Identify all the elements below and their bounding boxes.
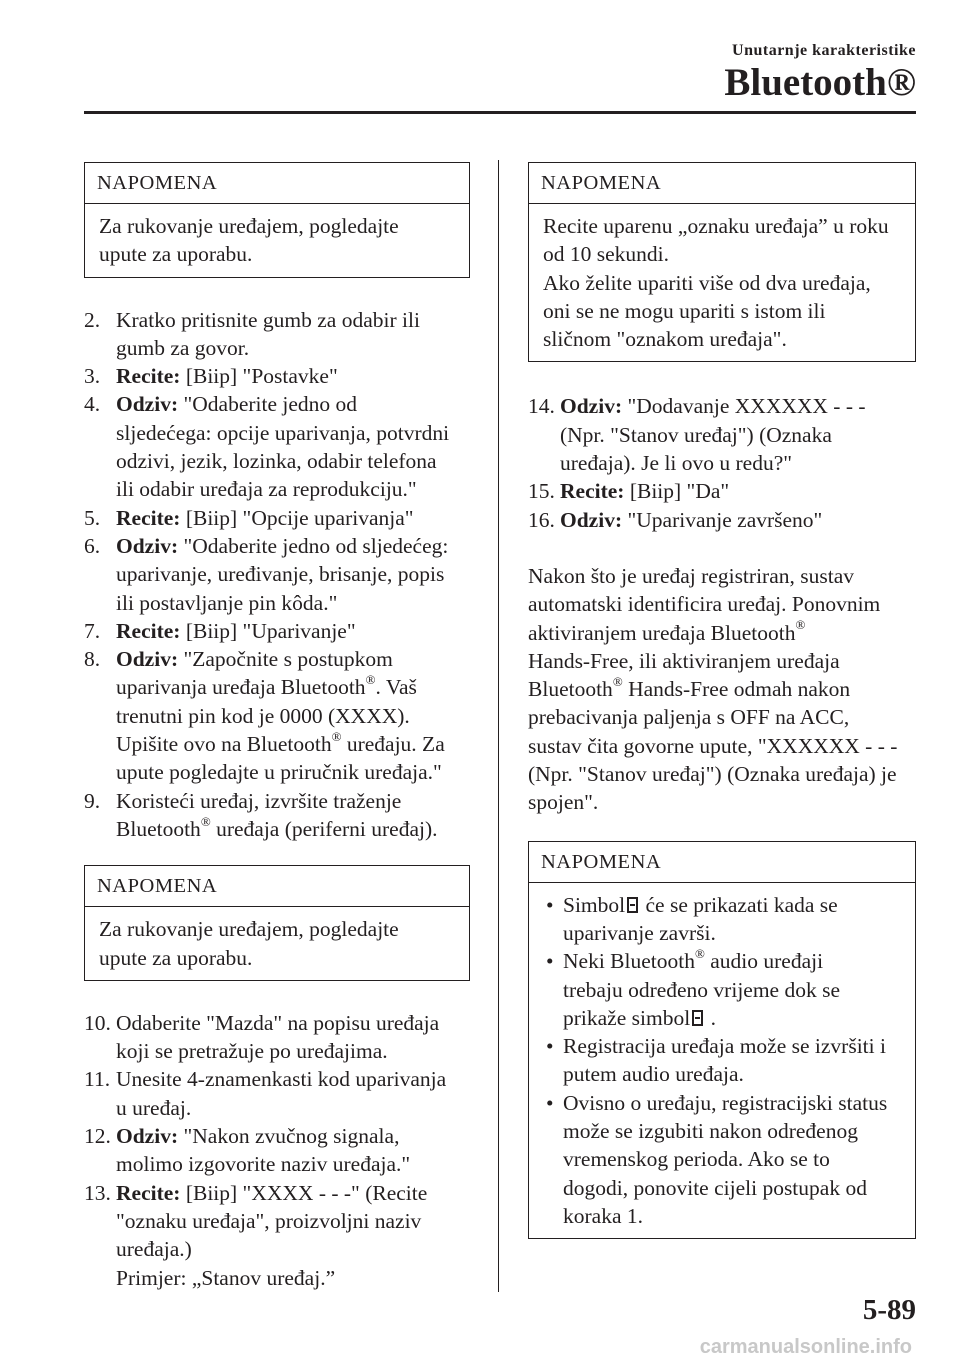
step-line bbox=[116, 617, 470, 645]
note-heading: NAPOMENA bbox=[529, 163, 915, 204]
step-10 bbox=[84, 1009, 470, 1066]
step-line: gumb za govor. bbox=[116, 335, 250, 360]
step-6 bbox=[84, 532, 470, 617]
step-3 bbox=[84, 362, 470, 390]
step-label: Odziv: bbox=[116, 647, 179, 672]
step-text: uređaju. Za bbox=[341, 732, 445, 757]
note-bullet bbox=[543, 891, 903, 948]
step-label: Recite: bbox=[116, 364, 181, 389]
step-line bbox=[116, 390, 470, 418]
step-text: [Biip] "Opcije uparivanja" bbox=[180, 505, 414, 530]
step-7 bbox=[84, 617, 470, 645]
registered-mark: ® bbox=[200, 813, 211, 829]
bullet-line bbox=[563, 891, 903, 919]
note-heading: NAPOMENA bbox=[85, 866, 469, 907]
paragraph-line bbox=[528, 675, 916, 703]
bullet-line: može se izgubiti nakon određenog bbox=[563, 1119, 858, 1144]
paragraph-line: automatski identificira uređaj. Ponovnim bbox=[528, 592, 881, 617]
step-text: . Vaš bbox=[375, 675, 417, 700]
note-body bbox=[529, 883, 915, 1239]
step-line bbox=[116, 645, 470, 673]
step-line: upute pogledajte u priručnik uređaja." bbox=[116, 760, 442, 785]
bullet-line: Registracija uređaja može se izvršiti i bbox=[563, 1034, 886, 1059]
paragraph-line: spojen". bbox=[528, 790, 599, 815]
step-number: 3. bbox=[84, 364, 101, 389]
step-9 bbox=[84, 787, 470, 844]
note-line: od 10 sekundi. bbox=[543, 242, 670, 267]
step-text: "Započnite s postupkom bbox=[178, 647, 393, 672]
bullet-icon: • bbox=[546, 892, 554, 917]
step-number: 5. bbox=[84, 505, 101, 530]
step-label: Odziv: bbox=[560, 394, 623, 419]
step-line bbox=[116, 1179, 470, 1207]
note-line: Za rukovanje uređajem, pogledajte bbox=[99, 917, 399, 942]
paragraph-text: Bluetooth bbox=[528, 677, 613, 702]
bullet-line bbox=[563, 947, 903, 975]
note-box-2 bbox=[84, 865, 470, 981]
note-line: oni se ne mogu upariti s istom ili bbox=[543, 298, 826, 323]
step-label: Odziv: bbox=[116, 1124, 179, 1149]
step-line bbox=[116, 815, 470, 843]
note-heading: NAPOMENA bbox=[85, 163, 469, 204]
paragraph-line: sustav čita govorne upute, "XXXXXX - - - bbox=[528, 733, 898, 758]
section-title: Unutarnje karakteristike bbox=[732, 42, 916, 59]
note-bullets bbox=[543, 891, 903, 1231]
step-line: Odaberite "Mazda" na popisu uređaja bbox=[116, 1010, 440, 1035]
step-number: 4. bbox=[84, 392, 101, 417]
step-list-2 bbox=[84, 1009, 470, 1292]
step-number: 15. bbox=[528, 479, 555, 504]
step-8 bbox=[84, 645, 470, 786]
paragraph-text: aktiviranjem uređaja Bluetooth bbox=[528, 620, 796, 645]
paragraph-line bbox=[528, 619, 916, 647]
step-text: [Biip] "Uparivanje" bbox=[180, 618, 356, 643]
note-box-4 bbox=[528, 841, 916, 1240]
step-line: trenutni pin kod je 0000 (XXXX). bbox=[116, 703, 410, 728]
step-list-3 bbox=[528, 392, 916, 533]
bullet-text: prikaže simbol bbox=[563, 1005, 691, 1030]
bullet-icon: • bbox=[546, 949, 554, 974]
step-number: 7. bbox=[84, 618, 101, 643]
right-column bbox=[528, 162, 916, 1239]
note-body bbox=[85, 204, 469, 277]
bullet-text: Simbol bbox=[563, 892, 626, 917]
step-13 bbox=[84, 1179, 470, 1292]
bullet-text: će se prikazati kada se bbox=[640, 892, 838, 917]
step-text: [Biip] "XXXX - - -" (Recite bbox=[180, 1180, 428, 1205]
step-text: "Odaberite jedno od bbox=[178, 392, 358, 417]
paragraph-line: Hands-Free, ili aktiviranjem uređaja bbox=[528, 648, 840, 673]
step-text: Bluetooth bbox=[116, 816, 201, 841]
step-line bbox=[116, 362, 470, 390]
bullet-line: trebaju određeno vrijeme dok se bbox=[563, 977, 841, 1002]
step-5 bbox=[84, 504, 470, 532]
note-line: sličnom "oznakom uređaja". bbox=[543, 327, 787, 352]
column-divider bbox=[498, 160, 499, 1292]
note-box-1 bbox=[84, 162, 470, 278]
registered-mark: ® bbox=[612, 674, 623, 689]
step-text: "Uparivanje završeno" bbox=[622, 507, 823, 532]
paragraph-line: prebacivanja paljenja s OFF na ACC, bbox=[528, 705, 850, 730]
paragraph-line: (Npr. "Stanov uređaj") (Oznaka uređaja) je bbox=[528, 762, 897, 787]
step-line: ili postavljanje pin kôda." bbox=[116, 590, 338, 615]
bullet-line bbox=[563, 1004, 903, 1032]
step-label: Recite: bbox=[560, 479, 625, 504]
paragraph-text: Hands-Free odmah nakon bbox=[622, 677, 851, 702]
note-line: upute za uporabu. bbox=[99, 242, 253, 267]
step-text: [Biip] "Postavke" bbox=[180, 364, 338, 389]
page-number: 5-89 bbox=[862, 1294, 916, 1326]
step-line: u uređaj. bbox=[116, 1095, 192, 1120]
step-line: sljedećega: opcije uparivanja, potvrdni bbox=[116, 420, 450, 445]
step-11 bbox=[84, 1065, 470, 1122]
body-paragraph bbox=[528, 562, 916, 817]
bullet-line: vremenskog perioda. Ako se to bbox=[563, 1147, 830, 1172]
registered-mark: ® bbox=[694, 946, 705, 962]
step-number: 14. bbox=[528, 394, 555, 419]
step-number: 16. bbox=[528, 507, 555, 532]
note-bullet bbox=[543, 1032, 903, 1089]
watermark: carmanualsonline.info bbox=[699, 1336, 912, 1358]
step-text: uparivanja uređaja Bluetooth bbox=[116, 675, 366, 700]
step-text: "Nakon zvučnog signala, bbox=[178, 1124, 400, 1149]
step-line: (Npr. "Stanov uređaj") (Oznaka bbox=[560, 422, 832, 447]
step-12 bbox=[84, 1122, 470, 1179]
step-number: 10. bbox=[84, 1010, 111, 1035]
step-line: uređaja). Je li ovo u redu?" bbox=[560, 451, 793, 476]
device-registered-icon bbox=[692, 1010, 703, 1026]
step-text: uređaja (periferni uređaj). bbox=[210, 816, 438, 841]
step-line: odzivi, jezik, lozinka, odabir telefona bbox=[116, 449, 437, 474]
step-number: 8. bbox=[84, 647, 101, 672]
step-text: "Dodavanje XXXXXX - - - bbox=[622, 394, 866, 419]
bullet-line: dogodi, ponovite cijeli postupak od bbox=[563, 1175, 867, 1200]
registered-mark: ® bbox=[795, 617, 806, 633]
device-registered-icon bbox=[627, 897, 638, 913]
step-number: 12. bbox=[84, 1124, 111, 1149]
step-15 bbox=[528, 477, 916, 505]
step-14 bbox=[528, 392, 916, 477]
step-line: ili odabir uređaja za reprodukciju." bbox=[116, 477, 417, 502]
step-text: Upišite ovo na Bluetooth bbox=[116, 732, 332, 757]
registered-mark: ® bbox=[331, 728, 342, 744]
step-line bbox=[560, 392, 916, 420]
step-label: Odziv: bbox=[560, 507, 623, 532]
step-16 bbox=[528, 506, 916, 534]
bullet-line: uparivanje završi. bbox=[563, 920, 716, 945]
header-rule bbox=[84, 111, 916, 114]
step-label: Recite: bbox=[116, 505, 181, 530]
step-line: uparivanje, uređivanje, brisanje, popis bbox=[116, 562, 445, 587]
note-line: Ako želite upariti više od dva uređaja, bbox=[543, 270, 871, 295]
bullet-icon: • bbox=[546, 1090, 554, 1115]
step-line: Kratko pritisnite gumb za odabir ili bbox=[116, 307, 420, 332]
note-heading: NAPOMENA bbox=[529, 842, 915, 883]
step-line: Unesite 4-znamenkasti kod uparivanja bbox=[116, 1067, 447, 1092]
note-box-3 bbox=[528, 162, 916, 362]
step-line bbox=[560, 477, 916, 505]
step-text: "Odaberite jedno od sljedećeg: bbox=[178, 533, 449, 558]
note-bullet bbox=[543, 947, 903, 1032]
note-body bbox=[529, 204, 915, 361]
paragraph-line: Nakon što je uređaj registriran, sustav bbox=[528, 563, 854, 588]
bullet-text: . bbox=[705, 1005, 716, 1030]
step-line: uređaja.) bbox=[116, 1237, 192, 1262]
step-text: [Biip] "Da" bbox=[624, 479, 730, 504]
step-line bbox=[116, 504, 470, 532]
registered-mark: ® bbox=[365, 672, 376, 688]
note-line: Za rukovanje uređajem, pogledajte bbox=[99, 214, 399, 238]
note-line: Recite uparenu „oznaku uređaja” u roku bbox=[543, 214, 889, 238]
step-number: 11. bbox=[84, 1067, 111, 1092]
step-line: Koristeći uređaj, izvršite traženje bbox=[116, 788, 402, 813]
step-line bbox=[116, 1122, 470, 1150]
step-line bbox=[560, 506, 916, 534]
bullet-line: Ovisno o uređaju, registracijski status bbox=[563, 1090, 888, 1115]
step-label: Odziv: bbox=[116, 533, 179, 558]
bullet-line: putem audio uređaja. bbox=[563, 1062, 744, 1087]
bullet-line: koraka 1. bbox=[563, 1203, 643, 1228]
step-2 bbox=[84, 306, 470, 363]
page-title: Bluetooth® bbox=[724, 61, 916, 104]
step-label: Recite: bbox=[116, 618, 181, 643]
note-bullet bbox=[543, 1089, 903, 1230]
step-list-1 bbox=[84, 306, 470, 844]
step-number: 13. bbox=[84, 1180, 111, 1205]
step-line bbox=[116, 673, 470, 701]
bullet-text: Neki Bluetooth bbox=[563, 949, 695, 974]
step-line: molimo izgovorite naziv uređaja." bbox=[116, 1152, 411, 1177]
bullet-icon: • bbox=[546, 1034, 554, 1059]
step-number: 2. bbox=[84, 307, 101, 332]
step-label: Recite: bbox=[116, 1180, 181, 1205]
step-4 bbox=[84, 390, 470, 503]
note-body bbox=[85, 907, 469, 980]
step-line: Primjer: „Stanov uređaj.” bbox=[116, 1265, 336, 1290]
bullet-text: audio uređaji bbox=[704, 949, 824, 974]
step-line: "oznaku uređaja", proizvoljni naziv bbox=[116, 1208, 422, 1233]
step-number: 6. bbox=[84, 533, 101, 558]
left-column bbox=[84, 162, 470, 1292]
step-number: 9. bbox=[84, 788, 101, 813]
step-label: Odziv: bbox=[116, 392, 179, 417]
step-line: koji se pretražuje po uređajima. bbox=[116, 1039, 388, 1064]
step-line bbox=[116, 730, 470, 758]
note-line: upute za uporabu. bbox=[99, 945, 253, 970]
step-line bbox=[116, 532, 470, 560]
